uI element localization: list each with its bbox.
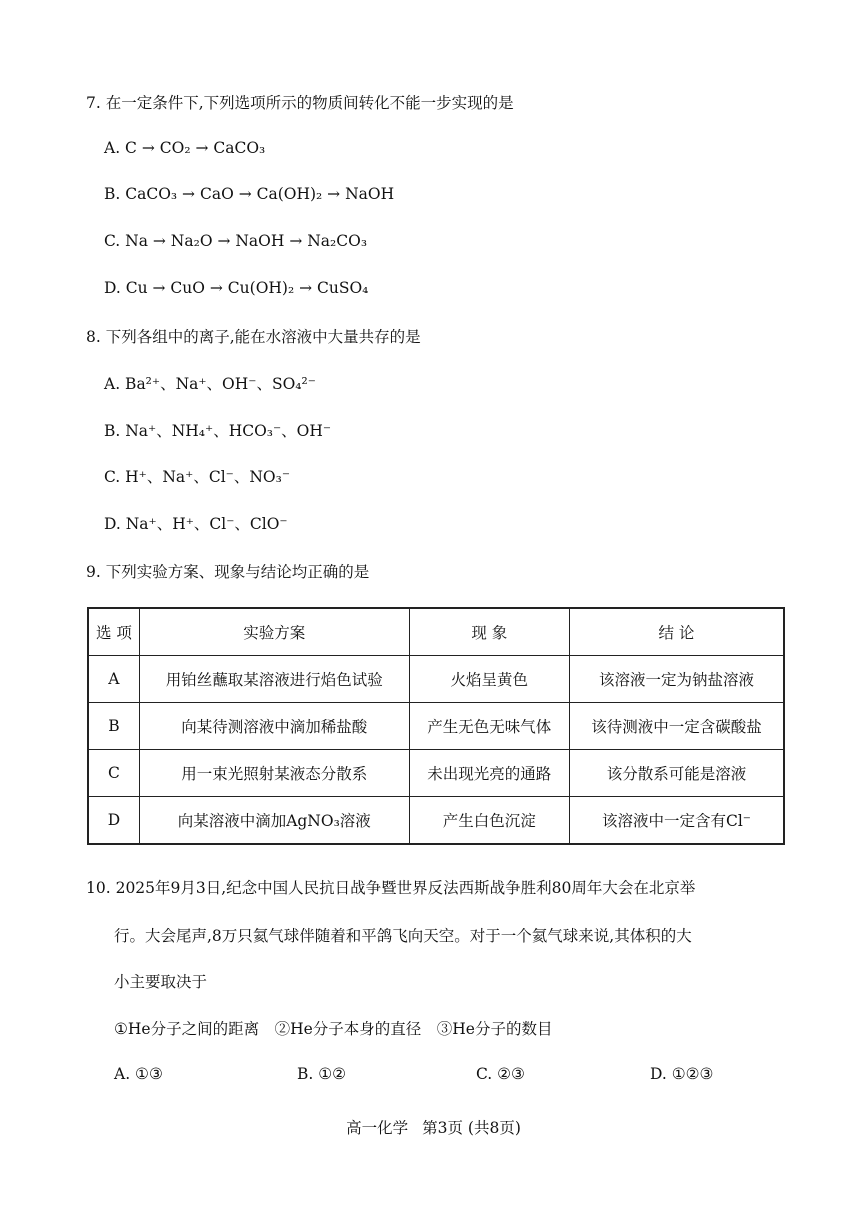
table-cell: 该待测液中一定含碳酸盐 xyxy=(569,703,784,750)
table-row xyxy=(88,750,784,797)
q10-factors: ①He分子之间的距离 ②He分子本身的直径 ③He分子的数目 xyxy=(114,1020,553,1038)
header-phenomenon: 现 象 xyxy=(409,608,569,656)
q8-option-c: C. H⁺、Na⁺、Cl⁻、NO₃⁻ xyxy=(104,468,291,486)
table-cell: 该分散系可能是溶液 xyxy=(569,750,784,797)
q8-option-a: A. Ba²⁺、Na⁺、OH⁻、SO₄²⁻ xyxy=(104,375,316,393)
table-cell: 未出现光亮的通路 xyxy=(409,750,569,797)
page-footer xyxy=(0,1116,867,1138)
footer-page-number: 第3页 (共8页) xyxy=(422,1119,521,1137)
table-cell: 用一束光照射某液态分散系 xyxy=(139,750,409,797)
q7-option-b: B. CaCO₃ → CaO → Ca(OH)₂ → NaOH xyxy=(104,185,395,203)
table-row xyxy=(88,703,784,750)
q10-choice-a: A. ①③ xyxy=(114,1065,163,1083)
q7-stem: 7. 在一定条件下,下列选项所示的物质间转化不能一步实现的是 xyxy=(86,94,514,112)
q10-choice-c: C. ②③ xyxy=(476,1065,525,1083)
table-cell: 产生无色无味气体 xyxy=(409,703,569,750)
q10-stem-line2: 行。大会尾声,8万只氦气球伴随着和平鸽飞向天空。对于一个氦气球来说,其体积的大 xyxy=(114,927,692,945)
table-row xyxy=(88,797,784,845)
q8-stem: 8. 下列各组中的离子,能在水溶液中大量共存的是 xyxy=(86,328,421,346)
header-conclusion: 结 论 xyxy=(569,608,784,656)
q10-stem-line1: 10. 2025年9月3日,纪念中国人民抗日战争暨世界反法西斯战争胜利80周年大会在北京举 xyxy=(86,879,696,897)
q7-option-d: D. Cu → CuO → Cu(OH)₂ → CuSO₄ xyxy=(104,279,369,297)
table-cell: 用铂丝蘸取某溶液进行焰色试验 xyxy=(139,656,409,703)
table-cell: 产生白色沉淀 xyxy=(409,797,569,845)
table-cell: B xyxy=(88,703,139,750)
q10-choice-b: B. ①② xyxy=(297,1065,347,1083)
table-cell: A xyxy=(88,656,139,703)
table-cell: 向某溶液中滴加AgNO₃溶液 xyxy=(139,797,409,845)
table-cell: D xyxy=(88,797,139,845)
table-cell: 该溶液一定为钠盐溶液 xyxy=(569,656,784,703)
q7-option-c: C. Na → Na₂O → NaOH → Na₂CO₃ xyxy=(104,232,368,250)
q7-option-a: A. C → CO₂ → CaCO₃ xyxy=(104,139,266,157)
table-cell: 该溶液中一定含有Cl⁻ xyxy=(569,797,784,845)
header-plan: 实验方案 xyxy=(139,608,409,656)
table-header-row xyxy=(88,608,784,656)
footer-subject: 高一化学 xyxy=(346,1119,409,1137)
q8-option-b: B. Na⁺、NH₄⁺、HCO₃⁻、OH⁻ xyxy=(104,422,332,440)
table-row xyxy=(88,656,784,703)
q9-stem: 9. 下列实验方案、现象与结论均正确的是 xyxy=(86,563,370,581)
table-cell: C xyxy=(88,750,139,797)
experiment-table xyxy=(87,607,785,845)
q10-choice-d: D. ①②③ xyxy=(650,1065,714,1083)
table-cell: 向某待测溶液中滴加稀盐酸 xyxy=(139,703,409,750)
q8-option-d: D. Na⁺、H⁺、Cl⁻、ClO⁻ xyxy=(104,515,288,533)
header-option: 选 项 xyxy=(88,608,139,656)
table-cell: 火焰呈黄色 xyxy=(409,656,569,703)
q10-stem-line3: 小主要取决于 xyxy=(114,973,208,991)
